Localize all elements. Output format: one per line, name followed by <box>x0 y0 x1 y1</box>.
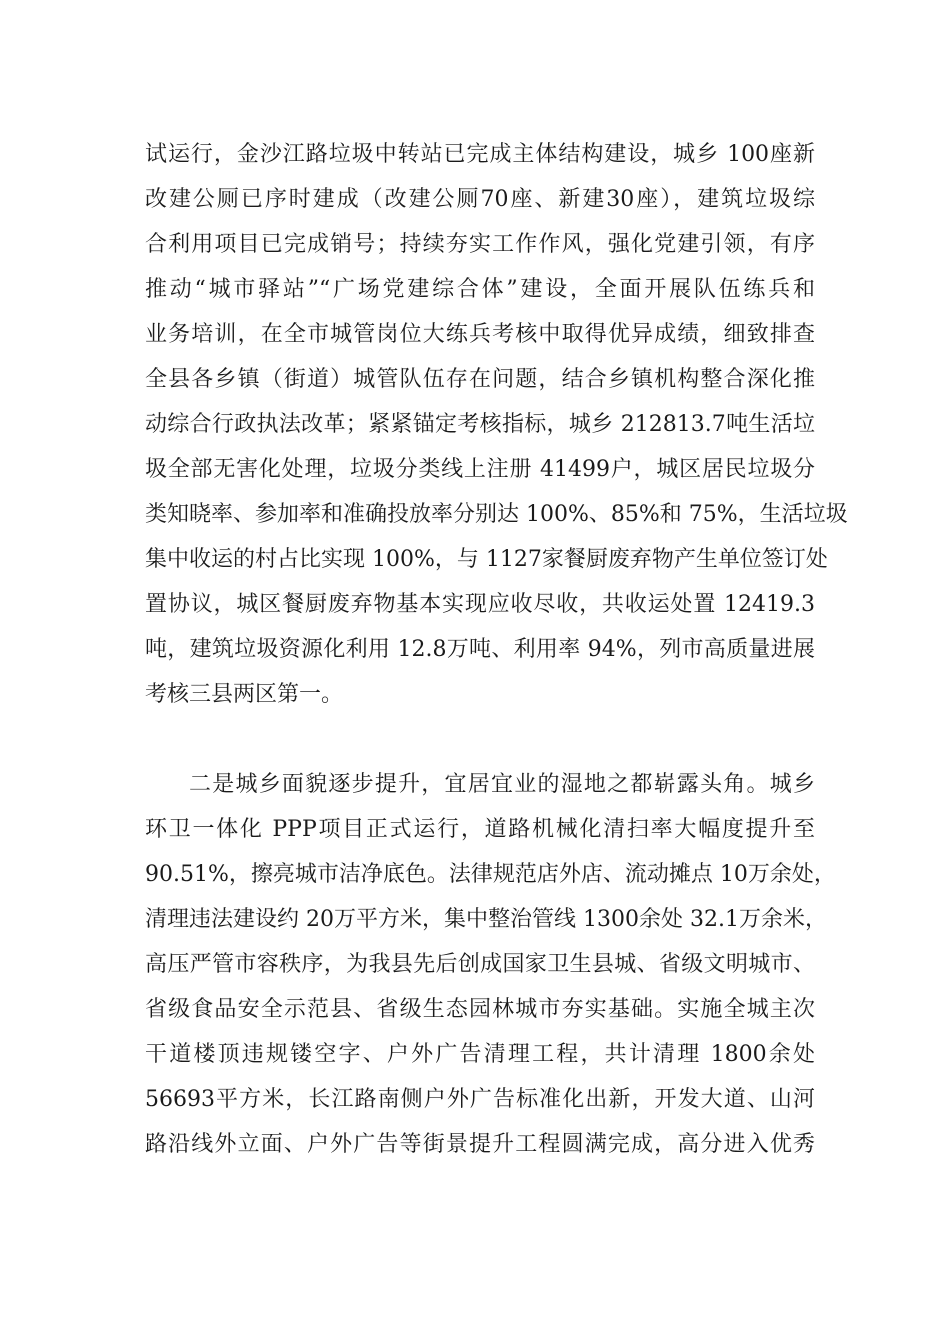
text-line: 省级食品安全示范县、省级生态园林城市夯实基础。实施全城主次 <box>145 997 815 1022</box>
text-line: 二是城乡面貌逐步提升，宜居宜业的湿地之都崭露头角。城乡 <box>189 772 815 797</box>
paragraph-urban-rural-appearance <box>145 762 836 1167</box>
text-line: 路沿线外立面、户外广告等街景提升工程圆满完成，高分进入优秀 <box>145 1132 815 1157</box>
text-line: 置协议，城区餐厨废弃物基本实现应收尽收，共收运处置 12419.3 <box>145 592 815 617</box>
text-line: 集中收运的村占比实现 100%，与 1127家餐厨废弃物产生单位签订处 <box>145 547 828 572</box>
text-line: 清理违法建设约 20万平方米，集中整治管线 1300余处 32.1万余米， <box>145 907 827 932</box>
text-line: 吨，建筑垃圾资源化利用 12.8万吨、利用率 94%，列市高质量进展 <box>145 637 815 662</box>
text-line: 试运行，金沙江路垃圾中转站已完成主体结构建设，城乡 100座新 <box>145 142 815 167</box>
text-line: 动综合行政执法改革；紧紧锚定考核指标，城乡 212813.7吨生活垃 <box>145 412 815 437</box>
text-line: 类知晓率、参加率和准确投放率分别达 100%、85%和 75%，生活垃圾 <box>145 502 848 527</box>
text-line: 推动“城市驿站”“广场党建综合体”建设，全面开展队伍练兵和 <box>145 277 815 302</box>
text-line: 干道楼顶违规镂空字、户外广告清理工程，共计清理 1800余处 <box>145 1042 815 1067</box>
paragraph-sanitation-progress <box>145 132 848 717</box>
text-line: 合利用项目已完成销号；持续夯实工作作风，强化党建引领，有序 <box>145 232 815 257</box>
text-line: 圾全部无害化处理，垃圾分类线上注册 41499户，城区居民垃圾分 <box>145 457 815 482</box>
text-line: 考核三县两区第一。 <box>145 682 344 707</box>
text-line: 改建公厕已序时建成（改建公厕70座、新建30座），建筑垃圾综 <box>145 187 815 212</box>
text-line: 业务培训，在全市城管岗位大练兵考核中取得优异成绩，细致排查 <box>145 322 815 347</box>
text-line: 环卫一体化 PPP项目正式运行，道路机械化清扫率大幅度提升至 <box>145 817 815 842</box>
text-line: 高压严管市容秩序，为我县先后创成国家卫生县城、省级文明城市、 <box>145 952 815 977</box>
text-line: 全县各乡镇（街道）城管队伍存在问题，结合乡镇机构整合深化推 <box>145 367 815 392</box>
text-line: 56693平方米，长江路南侧户外广告标准化出新，开发大道、山河 <box>145 1087 815 1112</box>
text-line: 90.51%，擦亮城市洁净底色。法律规范店外店、流动摊点 10万余处， <box>145 862 836 887</box>
